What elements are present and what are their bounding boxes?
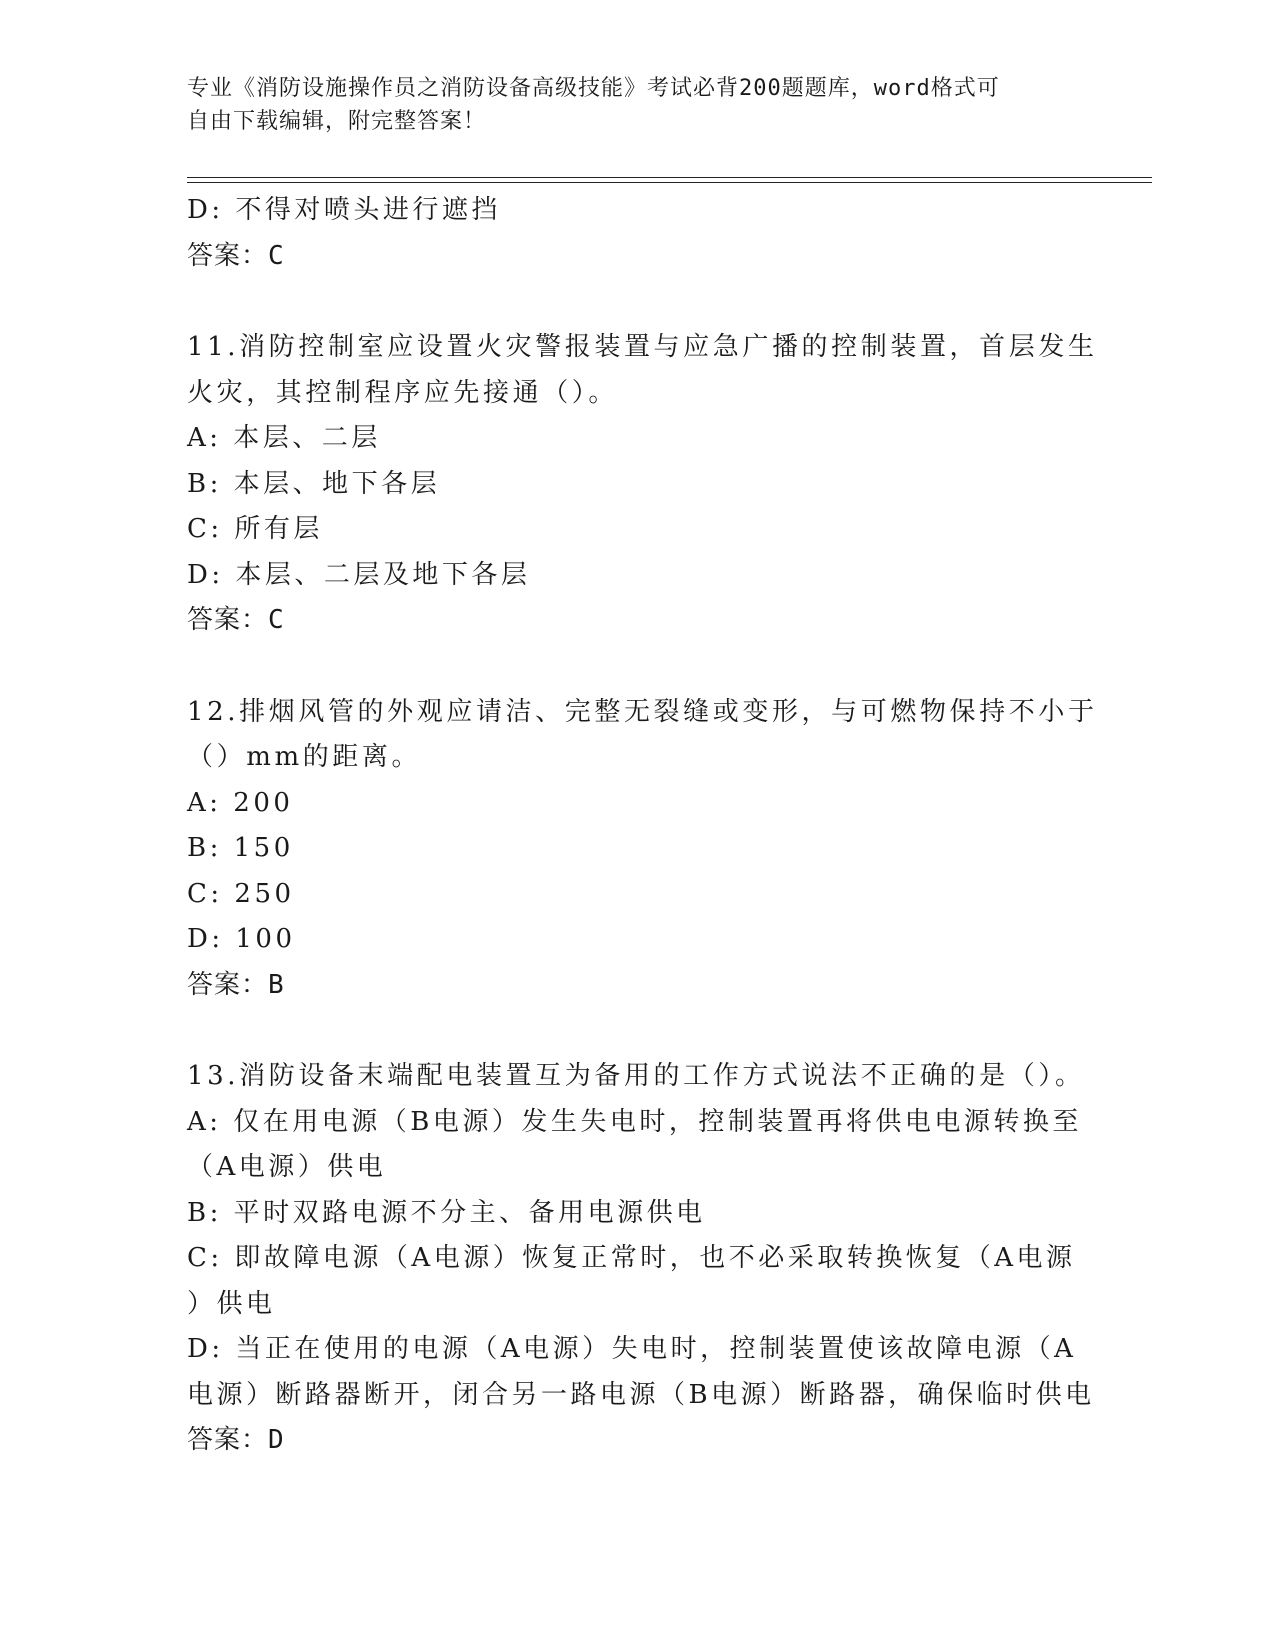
question-11 bbox=[187, 325, 1098, 644]
option-d: D: 本层、二层及地下各层 bbox=[187, 559, 531, 590]
document-header bbox=[187, 72, 1087, 138]
question-text-line: 火灾，其控制程序应先接通（）。 bbox=[187, 377, 619, 408]
option-c: C: 250 bbox=[187, 878, 295, 909]
option-a: A: 200 bbox=[187, 787, 294, 818]
spacer bbox=[187, 644, 1087, 690]
answer-line: 答案：C bbox=[187, 240, 285, 271]
option-d: D: 不得对喷头进行遮挡 bbox=[187, 195, 501, 225]
spacer bbox=[187, 1008, 1087, 1054]
option-b: B: 本层、地下各层 bbox=[187, 468, 441, 499]
question-13 bbox=[187, 1054, 1095, 1464]
header-line-2: 自由下载编辑，附完整答案！ bbox=[187, 109, 487, 134]
option-d-continued: 电源）断路器断开，闭合另一路电源（B电源）断路器，确保临时供电 bbox=[187, 1379, 1095, 1410]
option-c: C: 所有层 bbox=[187, 514, 323, 544]
previous-question-tail bbox=[187, 188, 1087, 279]
option-c-continued: ）供电 bbox=[187, 1288, 276, 1319]
question-12 bbox=[187, 690, 1098, 1009]
question-text-line: （）mm的距离。 bbox=[187, 742, 422, 772]
option-a-continued: （A电源）供电 bbox=[187, 1152, 387, 1182]
header-divider-bottom bbox=[187, 182, 1152, 183]
answer-line: 答案：D bbox=[187, 1425, 285, 1455]
answer-line: 答案：B bbox=[187, 969, 285, 1000]
option-d: D: 当正在使用的电源（A电源）失电时，控制装置使该故障电源（A bbox=[187, 1334, 1077, 1364]
option-a: A: 本层、二层 bbox=[187, 423, 381, 453]
option-b: B: 平时双路电源不分主、备用电源供电 bbox=[187, 1197, 706, 1228]
header-line-1: 专业《消防设施操作员之消防设备高级技能》考试必背200题题库，word格式可 bbox=[187, 76, 1000, 101]
spacer bbox=[187, 279, 1087, 325]
document-body bbox=[187, 188, 1098, 1464]
option-c: C: 即故障电源（A电源）恢复正常时，也不必采取转换恢复（A电源 bbox=[187, 1243, 1076, 1273]
answer-line: 答案：C bbox=[187, 605, 285, 635]
option-b: B: 150 bbox=[187, 833, 294, 863]
option-d: D: 100 bbox=[187, 924, 296, 954]
option-a: A: 仅在用电源（B电源）发生失电时，控制装置再将供电电源转换至 bbox=[187, 1106, 1082, 1137]
question-text-line: 13.消防设备末端配电装置互为备用的工作方式说法不正确的是（）。 bbox=[187, 1061, 1085, 1091]
question-text-line: 12.排烟风管的外观应请洁、完整无裂缝或变形，与可燃物保持不小于 bbox=[187, 696, 1098, 727]
question-text-line: 11.消防控制室应设置火灾警报装置与应急广播的控制装置，首层发生 bbox=[187, 332, 1098, 362]
header-divider-top bbox=[187, 177, 1152, 178]
